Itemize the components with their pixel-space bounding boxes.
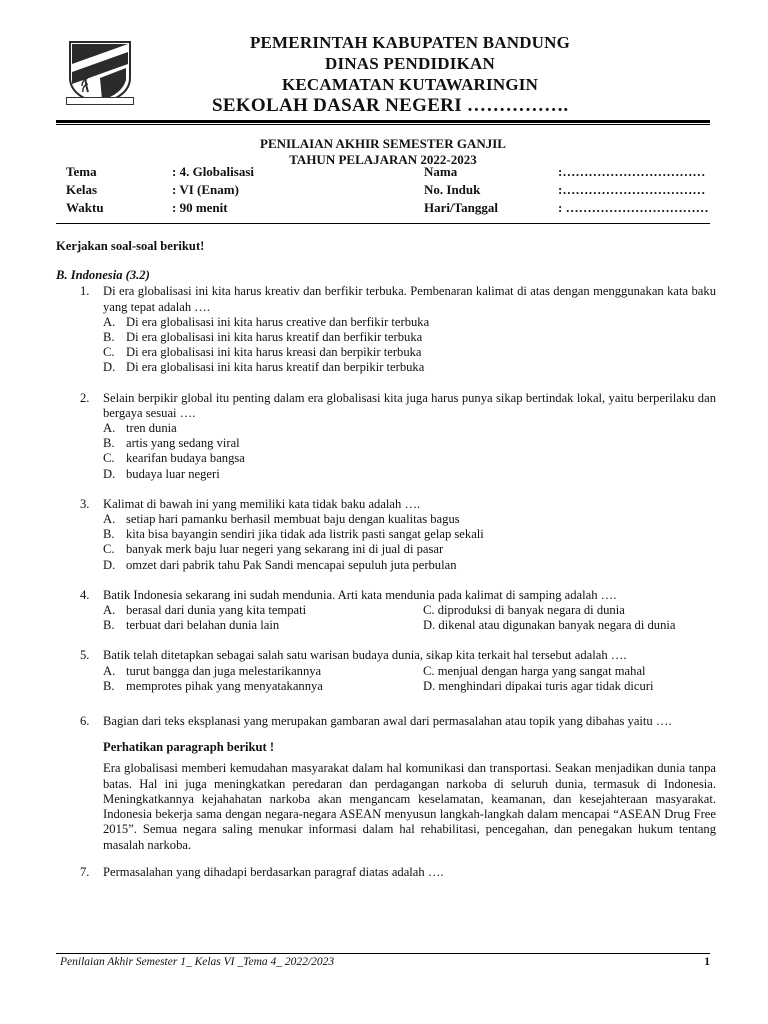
letterhead-line-2: DINAS PENDIDIKAN <box>325 54 495 73</box>
option-letter: A. <box>103 603 116 618</box>
page-footer <box>60 956 710 968</box>
question-5 <box>56 648 716 694</box>
info-row-2 <box>66 182 726 200</box>
option-d[interactable] <box>103 360 716 375</box>
page-number: 1 <box>704 956 710 968</box>
section-title: B. Indonesia (3.2) <box>56 268 150 283</box>
hari-field[interactable]: : …………………………… <box>558 200 709 215</box>
option-a[interactable] <box>103 315 716 330</box>
option-letter: D. <box>103 466 116 481</box>
waktu-label: Waktu <box>66 200 104 215</box>
tema-value: : 4. Globalisasi <box>172 164 254 179</box>
option-a[interactable] <box>103 664 423 679</box>
option-letter: B. <box>103 330 115 345</box>
kelas-value: : VI (Enam) <box>172 182 239 197</box>
option-text: memprotes pihak yang menyatakannya <box>126 678 323 693</box>
tema-label: Tema <box>66 164 97 179</box>
letterhead-line-3: KECAMATAN KUTAWARINGIN <box>281 75 539 94</box>
option-text: budaya luar negeri <box>126 466 220 481</box>
letterhead-line-1: PEMERINTAH KABUPATEN BANDUNG <box>249 33 571 52</box>
option-d[interactable]: D. menghindari dipakai turis agar tidak dicuri <box>423 678 654 693</box>
question-4 <box>56 588 716 634</box>
passage-text: Era globalisasi memberi kemudahan masyarakat dalam hal komunikasi dan transportasi. Seakan menjadikan dunia tanpa batas. Hal ini juga meningkatkan peredaran dan perdagangan narkoba di seluruh dunia, termasuk di Indonesia. Meningkatkannya kejahahatan narkoba akan mengancam keselamatan, keamanan, dan kesejahteraan masyarakat. Indonesia bekerja sama dengan negara-negara ASEAN menyusun langkah-langkah dalam mencapai “ASEAN Drug Free 2015”. Semua negara saling menukar informasi dalam hal rehabilitasi, pencegahan, dan penegakan hukum tentang masalah narkoba. <box>103 761 716 852</box>
question-6 <box>56 714 716 729</box>
kabupaten-logo-icon <box>66 38 134 106</box>
option-c[interactable] <box>103 542 716 557</box>
induk-label: No. Induk <box>424 182 481 197</box>
letterhead <box>160 32 660 116</box>
option-grid <box>103 664 716 694</box>
option-text: kearifan budaya bangsa <box>126 451 245 466</box>
passage-heading: Perhatikan paragraph berikut ! <box>103 740 275 755</box>
option-letter: C. <box>103 542 115 557</box>
info-row-3 <box>66 200 726 218</box>
option-b[interactable] <box>103 679 423 694</box>
option-text: Di era globalisasi ini kita harus kreatif dan berfikir terbuka <box>126 330 423 345</box>
option-text: kita bisa bayangin sendiri jika tidak ada listrik pasti sangat gelap sekali <box>126 527 484 542</box>
question-text: Batik Indonesia sekarang ini sudah mendunia. Arti kata mendunia pada kalimat di samping adalah …. <box>103 587 617 602</box>
hari-label: Hari/Tanggal <box>424 200 498 215</box>
question-text: Permasalahan yang dihadapi berdasarkan paragraf diatas adalah …. <box>103 864 444 879</box>
info-divider <box>56 223 710 224</box>
question-number: 2. <box>80 390 90 405</box>
question-number: 1. <box>80 284 90 299</box>
letterhead-line-4: SEKOLAH DASAR NEGERI ……………. <box>212 95 569 116</box>
option-a[interactable] <box>103 512 716 527</box>
question-number: 6. <box>80 714 90 729</box>
letterhead-divider-thick <box>56 120 710 123</box>
option-b[interactable] <box>103 436 716 451</box>
option-b[interactable] <box>103 527 716 542</box>
nama-field[interactable]: :…………………………… <box>558 164 706 179</box>
option-text: omzet dari pabrik tahu Pak Sandi mencapai sepuluh juta perbulan <box>126 557 457 572</box>
option-letter: A. <box>103 663 116 678</box>
option-letter: C. <box>103 345 115 360</box>
option-letter: A. <box>103 421 116 436</box>
option-d[interactable] <box>103 467 716 482</box>
option-text: berasal dari dunia yang kita tempati <box>126 603 307 618</box>
option-grid <box>103 603 716 633</box>
question-number: 7. <box>80 864 90 879</box>
question-3 <box>56 497 716 573</box>
option-text: tren dunia <box>126 421 177 436</box>
exam-title-line: PENILAIAN AKHIR SEMESTER GANJIL <box>260 136 506 151</box>
waktu-value: : 90 menit <box>172 200 228 215</box>
info-row-1 <box>66 164 726 182</box>
option-letter: B. <box>103 618 115 633</box>
question-number: 4. <box>80 587 90 602</box>
student-info-table <box>66 164 726 218</box>
option-letter: D. <box>103 360 116 375</box>
option-letter: B. <box>103 678 115 693</box>
question-text: Di era globalisasi ini kita harus kreativ dan berfikir terbuka. Pembenaran kalimat di atas dengan menggunakan kata baku yang tepat adalah …. <box>103 284 716 314</box>
option-letter: B. <box>103 527 115 542</box>
nama-label: Nama <box>424 164 458 179</box>
option-text: Di era globalisasi ini kita harus kreatif dan berpikir terbuka <box>126 360 425 375</box>
option-b[interactable] <box>103 618 423 633</box>
option-c[interactable] <box>103 345 716 360</box>
question-1 <box>56 284 716 375</box>
option-b[interactable] <box>103 330 716 345</box>
question-number: 5. <box>80 648 90 663</box>
option-text: setiap hari pamanku berhasil membuat baju dengan kualitas bagus <box>126 512 460 527</box>
question-text: Bagian dari teks eksplanasi yang merupakan gambaran awal dari permasalahan atau topik yang dibahas yaitu …. <box>103 714 672 729</box>
option-d[interactable]: D. dikenal atau digunakan banyak negara di dunia <box>423 618 676 633</box>
option-letter: D. <box>103 557 116 572</box>
question-7 <box>56 865 716 880</box>
option-c[interactable] <box>103 451 716 466</box>
option-letter: A. <box>103 314 116 329</box>
question-text: Batik telah ditetapkan sebagai salah satu warisan budaya dunia, sikap kita terkait hal tersebut adalah …. <box>103 648 627 663</box>
option-text: terbuat dari belahan dunia lain <box>126 618 280 633</box>
question-text: Selain berpikir global itu penting dalam era globalisasi kita juga harus punya sikap bertindak lokal, yaitu berperilaku dan bergaya sesuai …. <box>103 390 716 420</box>
option-text: Di era globalisasi ini kita harus creative dan berfikir terbuka <box>126 314 430 329</box>
option-text: turut bangga dan juga melestarikannya <box>126 663 322 678</box>
question-number: 3. <box>80 496 90 511</box>
question-text: Kalimat di bawah ini yang memiliki kata tidak baku adalah …. <box>103 496 421 511</box>
exam-content <box>56 239 716 880</box>
instruction: Kerjakan soal-soal berikut! <box>56 239 205 253</box>
question-2 <box>56 391 716 482</box>
option-list <box>103 315 716 376</box>
option-list <box>103 421 716 482</box>
option-text: banyak merk baju luar negeri yang sekarang ini di jual di pasar <box>126 542 444 557</box>
option-c[interactable]: C. diproduksi di banyak negara di dunia <box>423 603 625 618</box>
option-list <box>103 512 716 573</box>
option-text: artis yang sedang viral <box>126 436 240 451</box>
option-c[interactable]: C. menjual dengan harga yang sangat mahal <box>423 663 646 678</box>
letterhead-divider-thin <box>56 124 710 125</box>
option-text: Di era globalisasi ini kita harus kreasi dan berpikir terbuka <box>126 345 422 360</box>
option-letter: C. <box>103 451 115 466</box>
footer-text: Penilaian Akhir Semester 1_ Kelas VI _Tema 4_ 2022/2023 <box>60 956 335 968</box>
induk-field[interactable]: :…………………………… <box>558 182 706 197</box>
option-letter: A. <box>103 512 116 527</box>
option-a[interactable] <box>103 603 423 618</box>
kelas-label: Kelas <box>66 182 98 197</box>
option-letter: B. <box>103 436 115 451</box>
exam-year-line: TAHUN PELAJARAN 2022-2023 <box>289 152 477 167</box>
option-d[interactable] <box>103 558 716 573</box>
option-a[interactable] <box>103 421 716 436</box>
logo-motto-band <box>66 97 134 105</box>
footer-divider <box>56 953 710 954</box>
